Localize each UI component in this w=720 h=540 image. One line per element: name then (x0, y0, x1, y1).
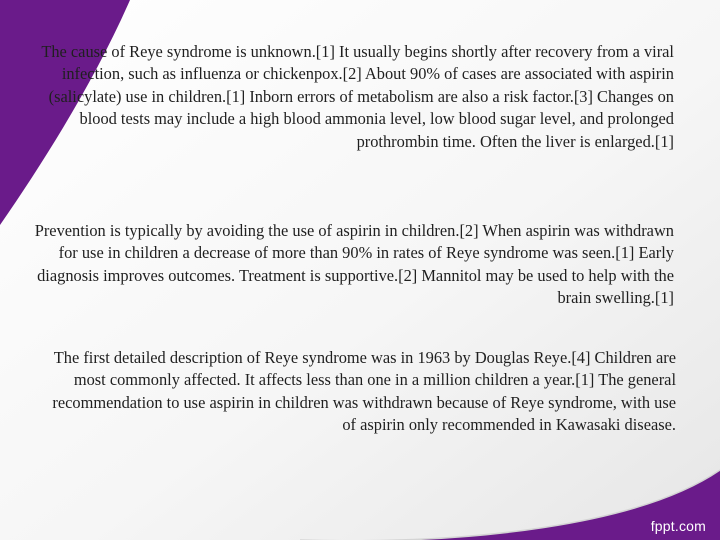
paragraph-cause: The cause of Reye syndrome is unknown.[1] It usually begins shortly after recovery from a viral infection, such as influenza or chickenpox.[2] About 90% of cases are associated with aspirin (salicylate) use in children.[1] Inborn errors of metabolism are also a risk factor.[3] Changes on blood tests may include a high blood ammonia level, low blood sugar level, and prolonged prothrombin time. Often the liver is enlarged.[1] (41, 42, 674, 151)
paragraph-history: The first detailed description of Reye syndrome was in 1963 by Douglas Reye.[4] Children are most commonly affected. It affects less than one in a million children a year.[1] The general recommendation to use aspirin in children was withdrawn because of Reye syndrome, with use of aspirin only recommended in Kawasaki disease. (52, 348, 676, 435)
watermark-text: fppt.com (650, 518, 706, 534)
paragraph-prevention: Prevention is typically by avoiding the use of aspirin in children.[2] When aspirin was withdrawn for use in children a decrease of more than 90% in rates of Reye syndrome was seen.[1] Early diagnosis improves outcomes. Treatment is supportive.[2] Mannitol may be used to help with the brain swelling.[1] (34, 221, 674, 308)
